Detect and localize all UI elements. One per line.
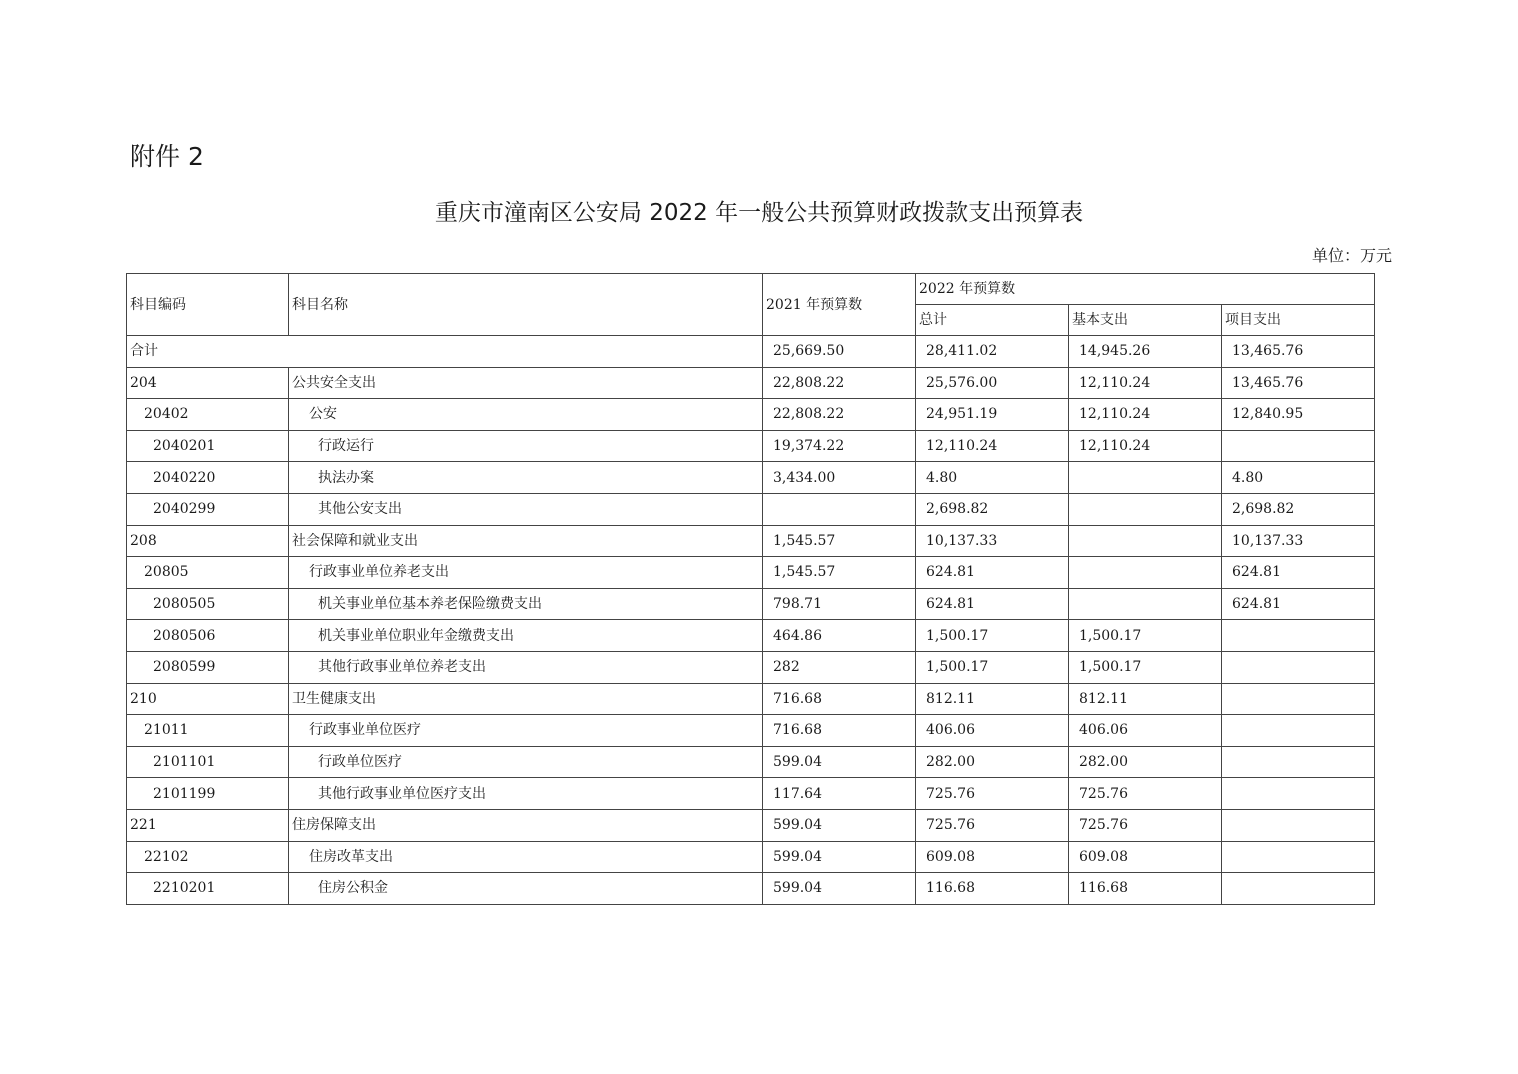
cell-name: 执法办案 <box>289 462 763 494</box>
cell-budget-2021: 1,545.57 <box>763 557 916 589</box>
cell-budget-2021: 716.68 <box>763 715 916 747</box>
total-label: 合计 <box>127 336 763 368</box>
cell-code: 210 <box>127 683 289 715</box>
total-basic: 14,945.26 <box>1069 336 1222 368</box>
cell-name: 卫生健康支出 <box>289 683 763 715</box>
total-row <box>127 336 1375 368</box>
cell-code: 2040220 <box>127 462 289 494</box>
header-row-top <box>127 274 1375 305</box>
cell-budget-2021: 117.64 <box>763 778 916 810</box>
cell-budget-2021: 599.04 <box>763 809 916 841</box>
cell-project <box>1222 715 1375 747</box>
table-row <box>127 620 1375 652</box>
cell-project: 10,137.33 <box>1222 525 1375 557</box>
cell-name: 行政单位医疗 <box>289 746 763 778</box>
attachment-label: 附件 2 <box>130 142 204 171</box>
cell-name: 社会保障和就业支出 <box>289 525 763 557</box>
cell-total: 25,576.00 <box>916 367 1069 399</box>
table-row <box>127 841 1375 873</box>
cell-basic: 812.11 <box>1069 683 1222 715</box>
cell-basic <box>1069 557 1222 589</box>
cell-name: 其他公安支出 <box>289 493 763 525</box>
cell-total: 12,110.24 <box>916 430 1069 462</box>
header-budget-2022: 2022 年预算数 <box>916 274 1375 305</box>
cell-code: 2040201 <box>127 430 289 462</box>
table-row <box>127 430 1375 462</box>
cell-code: 22102 <box>127 841 289 873</box>
total-project: 13,465.76 <box>1222 336 1375 368</box>
cell-budget-2021: 599.04 <box>763 841 916 873</box>
cell-total: 282.00 <box>916 746 1069 778</box>
cell-project <box>1222 683 1375 715</box>
cell-budget-2021: 599.04 <box>763 746 916 778</box>
cell-project <box>1222 746 1375 778</box>
cell-budget-2021: 716.68 <box>763 683 916 715</box>
cell-basic: 1,500.17 <box>1069 651 1222 683</box>
cell-total: 24,951.19 <box>916 399 1069 431</box>
cell-name: 住房保障支出 <box>289 809 763 841</box>
table-row <box>127 873 1375 905</box>
table-row <box>127 557 1375 589</box>
header-total: 总计 <box>916 305 1069 336</box>
cell-total: 1,500.17 <box>916 620 1069 652</box>
cell-name: 公安 <box>289 399 763 431</box>
cell-project: 2,698.82 <box>1222 493 1375 525</box>
cell-project: 624.81 <box>1222 557 1375 589</box>
cell-project <box>1222 430 1375 462</box>
cell-budget-2021: 599.04 <box>763 873 916 905</box>
cell-total: 624.81 <box>916 557 1069 589</box>
cell-name: 行政事业单位养老支出 <box>289 557 763 589</box>
cell-name: 行政运行 <box>289 430 763 462</box>
cell-total: 10,137.33 <box>916 525 1069 557</box>
cell-code: 2080506 <box>127 620 289 652</box>
cell-code: 204 <box>127 367 289 399</box>
cell-code: 20805 <box>127 557 289 589</box>
cell-basic: 406.06 <box>1069 715 1222 747</box>
cell-budget-2021: 22,808.22 <box>763 367 916 399</box>
cell-total: 2,698.82 <box>916 493 1069 525</box>
header-budget-2021: 2021 年预算数 <box>763 274 916 336</box>
cell-basic: 725.76 <box>1069 809 1222 841</box>
cell-name: 住房改革支出 <box>289 841 763 873</box>
cell-budget-2021: 22,808.22 <box>763 399 916 431</box>
cell-basic: 12,110.24 <box>1069 367 1222 399</box>
unit-label: 单位：万元 <box>1311 246 1392 265</box>
table-row <box>127 367 1375 399</box>
cell-project <box>1222 778 1375 810</box>
table-row <box>127 525 1375 557</box>
cell-code: 221 <box>127 809 289 841</box>
cell-total: 4.80 <box>916 462 1069 494</box>
cell-total: 1,500.17 <box>916 651 1069 683</box>
total-budget-2021: 25,669.50 <box>763 336 916 368</box>
cell-code: 2040299 <box>127 493 289 525</box>
cell-project <box>1222 651 1375 683</box>
header-basic: 基本支出 <box>1069 305 1222 336</box>
cell-total: 624.81 <box>916 588 1069 620</box>
cell-budget-2021: 19,374.22 <box>763 430 916 462</box>
table-row <box>127 809 1375 841</box>
cell-project: 4.80 <box>1222 462 1375 494</box>
cell-total: 406.06 <box>916 715 1069 747</box>
cell-total: 725.76 <box>916 809 1069 841</box>
cell-name: 行政事业单位医疗 <box>289 715 763 747</box>
table-row <box>127 399 1375 431</box>
cell-budget-2021: 282 <box>763 651 916 683</box>
cell-basic: 1,500.17 <box>1069 620 1222 652</box>
budget-table <box>126 273 1375 905</box>
cell-budget-2021 <box>763 493 916 525</box>
cell-name: 住房公积金 <box>289 873 763 905</box>
cell-project <box>1222 620 1375 652</box>
cell-code: 2101199 <box>127 778 289 810</box>
cell-code: 21011 <box>127 715 289 747</box>
cell-project <box>1222 873 1375 905</box>
table-row <box>127 651 1375 683</box>
cell-project: 12,840.95 <box>1222 399 1375 431</box>
cell-project <box>1222 809 1375 841</box>
cell-total: 725.76 <box>916 778 1069 810</box>
table-row <box>127 462 1375 494</box>
cell-project: 13,465.76 <box>1222 367 1375 399</box>
cell-basic: 116.68 <box>1069 873 1222 905</box>
cell-name: 其他行政事业单位医疗支出 <box>289 778 763 810</box>
header-project: 项目支出 <box>1222 305 1375 336</box>
cell-name: 机关事业单位职业年金缴费支出 <box>289 620 763 652</box>
table-row <box>127 683 1375 715</box>
cell-project: 624.81 <box>1222 588 1375 620</box>
cell-basic <box>1069 462 1222 494</box>
cell-budget-2021: 3,434.00 <box>763 462 916 494</box>
table-row <box>127 746 1375 778</box>
cell-basic <box>1069 493 1222 525</box>
cell-code: 2080505 <box>127 588 289 620</box>
cell-name: 机关事业单位基本养老保险缴费支出 <box>289 588 763 620</box>
cell-total: 812.11 <box>916 683 1069 715</box>
table-row <box>127 715 1375 747</box>
cell-code: 208 <box>127 525 289 557</box>
cell-budget-2021: 464.86 <box>763 620 916 652</box>
table-body <box>127 274 1375 905</box>
cell-basic: 12,110.24 <box>1069 430 1222 462</box>
document-title: 重庆市潼南区公安局 2022 年一般公共预算财政拨款支出预算表 <box>434 200 1084 226</box>
table-row <box>127 493 1375 525</box>
cell-basic: 282.00 <box>1069 746 1222 778</box>
cell-budget-2021: 798.71 <box>763 588 916 620</box>
header-code: 科目编码 <box>127 274 289 336</box>
cell-total: 609.08 <box>916 841 1069 873</box>
cell-basic: 12,110.24 <box>1069 399 1222 431</box>
header-name: 科目名称 <box>289 274 763 336</box>
cell-basic: 609.08 <box>1069 841 1222 873</box>
cell-name: 其他行政事业单位养老支出 <box>289 651 763 683</box>
table-row <box>127 588 1375 620</box>
cell-code: 2210201 <box>127 873 289 905</box>
cell-name: 公共安全支出 <box>289 367 763 399</box>
cell-code: 2080599 <box>127 651 289 683</box>
cell-project <box>1222 841 1375 873</box>
total-total: 28,411.02 <box>916 336 1069 368</box>
cell-code: 20402 <box>127 399 289 431</box>
table-row <box>127 778 1375 810</box>
cell-total: 116.68 <box>916 873 1069 905</box>
cell-basic <box>1069 588 1222 620</box>
cell-basic: 725.76 <box>1069 778 1222 810</box>
cell-code: 2101101 <box>127 746 289 778</box>
cell-basic <box>1069 525 1222 557</box>
cell-budget-2021: 1,545.57 <box>763 525 916 557</box>
